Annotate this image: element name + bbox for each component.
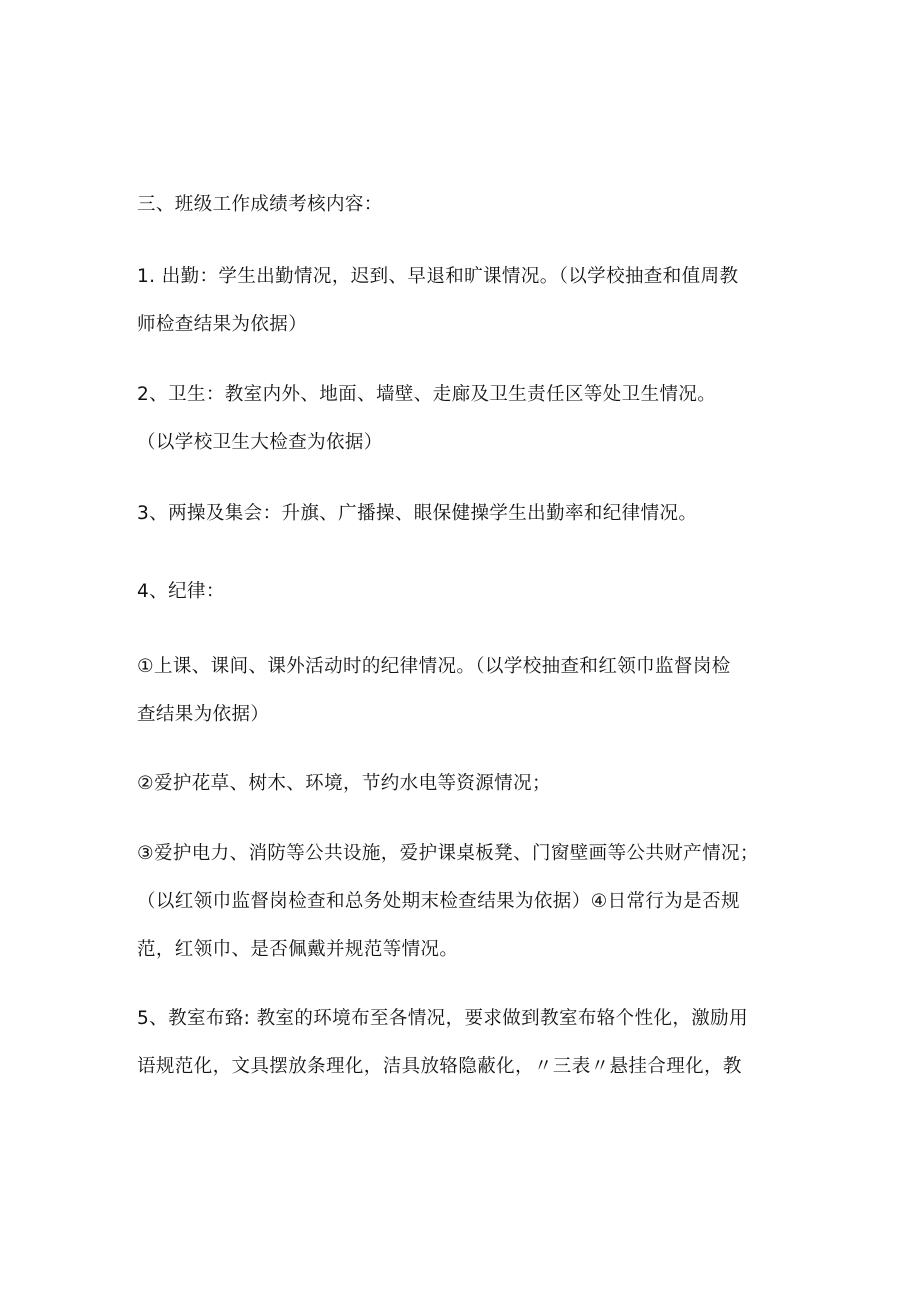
text-line: 查结果为依据）	[137, 704, 270, 725]
text-line: （以红领巾监督岗检查和总务处期末检查结果为依据）④日常行为是否规	[137, 891, 740, 912]
text-line: 3、两操及集会：升旗、广播操、眼保健操学生出勤率和纪律情况。	[137, 503, 698, 524]
text-line: 师检查结果为依据）	[137, 314, 308, 335]
paragraph-hygiene	[137, 371, 797, 467]
text-line: 1. 出勤：学生出勤情况，迟到、早退和旷课情况。（以学校抽查和值周教	[137, 266, 739, 287]
text-line: 三、班级工作成绩考核内容：	[137, 194, 383, 215]
text-line: 语规范化，文具摆放条理化，洁具放辂隐蔽化，〃三表〃悬挂合理化，教	[137, 1056, 742, 1077]
text-line: 2、卫生：教室内外、地面、墙壁、走廊及卫生责任区等处卫生情况。	[137, 384, 717, 405]
paragraph-exercises-assembly	[137, 490, 797, 538]
text-line: 范，红领巾、是否佩戴并规范等情况。	[137, 939, 459, 960]
text-line: ①上课、课间、课外活动时的纪律情况。（以学校抽查和红领巾监督岗检	[137, 656, 731, 677]
paragraph-discipline-item-1	[137, 643, 797, 739]
text-line: ③爱护电力、消防等公共设施，爱护课桌板凳、门窗壁画等公共财产情况；	[137, 843, 759, 864]
text-line: ②爱护花草、树木、环境，节约水电等资源情况；	[137, 773, 551, 794]
text-line: 5、教室布臵: 教室的环境布至各情况，要求做到教室布辂个性化，激励用	[137, 1008, 748, 1029]
paragraph-discipline-item-2	[137, 760, 797, 808]
text-line: （以学校卫生大检查为依据）	[137, 432, 383, 453]
text-line: 4、纪律：	[137, 581, 225, 602]
paragraph-discipline	[137, 568, 797, 616]
paragraph-attendance	[137, 253, 797, 349]
section-heading	[137, 181, 797, 229]
paragraph-classroom-layout	[137, 995, 797, 1091]
paragraph-discipline-item-3	[137, 830, 797, 974]
